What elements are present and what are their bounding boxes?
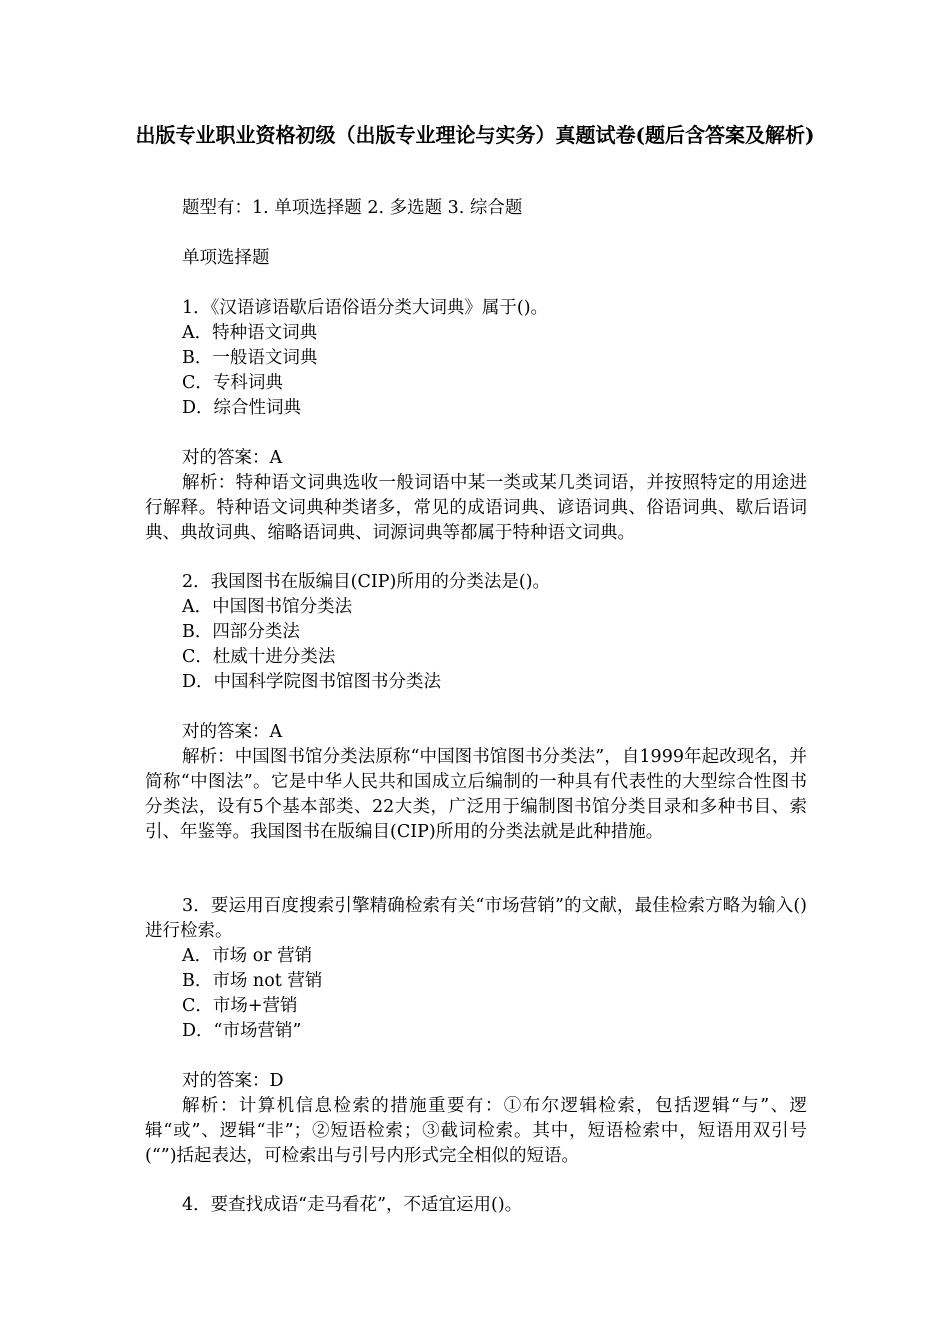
question-1-option-b: B．一般语文词典 bbox=[182, 348, 318, 368]
question-2-analysis: 解析：中国图书馆分类法原称“中国图书馆图书分类法”，自1999年起改现名，并简称“中图法”。它是中华人民共和国成立后编制的一种具有代表性的大型综合性图书分类法，设有5个基本部类、22大类，广泛用于编制图书馆分类目录和多种书目、索引、年鉴等。我国图书在版编目(CIP)所用的分类法就是此种措施。 bbox=[145, 747, 807, 842]
question-3-analysis: 解析：计算机信息检索的措施重要有：①布尔逻辑检索，包括逻辑“与”、逻辑“或”、逻辑“非”；②短语检索；③截词检索。其中，短语检索中，短语用双引号(“”)括起表达，可检索出与引号内形式完全相似的短语。 bbox=[145, 1096, 807, 1166]
question-3-option-c: C．市场+营销 bbox=[182, 996, 298, 1016]
question-2-stem: 2．我国图书在版编目(CIP)所用的分类法是()。 bbox=[182, 572, 551, 592]
question-3-option-b: B．市场 not 营销 bbox=[182, 971, 323, 991]
question-3-option-d: D．“市场营销” bbox=[182, 1021, 302, 1041]
question-1-analysis: 解析：特种语文词典选收一般词语中某一类或某几类词语，并按照特定的用途进行解释。特种语文词典种类诸多，常见的成语词典、谚语词典、俗语词典、歇后语词典、典故词典、缩略语词典、词源词典等都属于特种语文词典。 bbox=[145, 473, 807, 543]
question-2-option-d: D．中国科学院图书馆图书分类法 bbox=[182, 672, 442, 692]
question-2-answer: 对的答案：A bbox=[182, 722, 283, 742]
question-1-stem: 1．《汉语谚语歇后语俗语分类大词典》属于()。 bbox=[182, 298, 549, 318]
question-3-stem: 3．要运用百度搜索引擎精确检索有关“市场营销”的文献，最佳检索方略为输入()进行检索。 bbox=[145, 896, 807, 941]
section-heading: 单项选择题 bbox=[182, 248, 270, 268]
question-2-option-a: A．中国图书馆分类法 bbox=[182, 597, 353, 617]
question-types: 题型有：1. 单项选择题 2. 多选题 3. 综合题 bbox=[182, 198, 523, 218]
question-2-option-c: C．杜威十进分类法 bbox=[182, 647, 336, 667]
question-2-option-b: B．四部分类法 bbox=[182, 622, 300, 642]
question-1-option-c: C．专科词典 bbox=[182, 373, 283, 393]
question-3-option-a: A．市场 or 营销 bbox=[182, 946, 313, 966]
question-1-option-a: A．特种语文词典 bbox=[182, 323, 318, 343]
document-title: 出版专业职业资格初级（出版专业理论与实务）真题试卷(题后含答案及解析) bbox=[135, 123, 815, 147]
question-1-answer: 对的答案：A bbox=[182, 448, 283, 468]
question-4-stem: 4．要查找成语“走马看花”，不适宜运用()。 bbox=[182, 1195, 523, 1215]
question-1-option-d: D．综合性词典 bbox=[182, 398, 302, 418]
question-3-answer: 对的答案：D bbox=[182, 1071, 284, 1091]
